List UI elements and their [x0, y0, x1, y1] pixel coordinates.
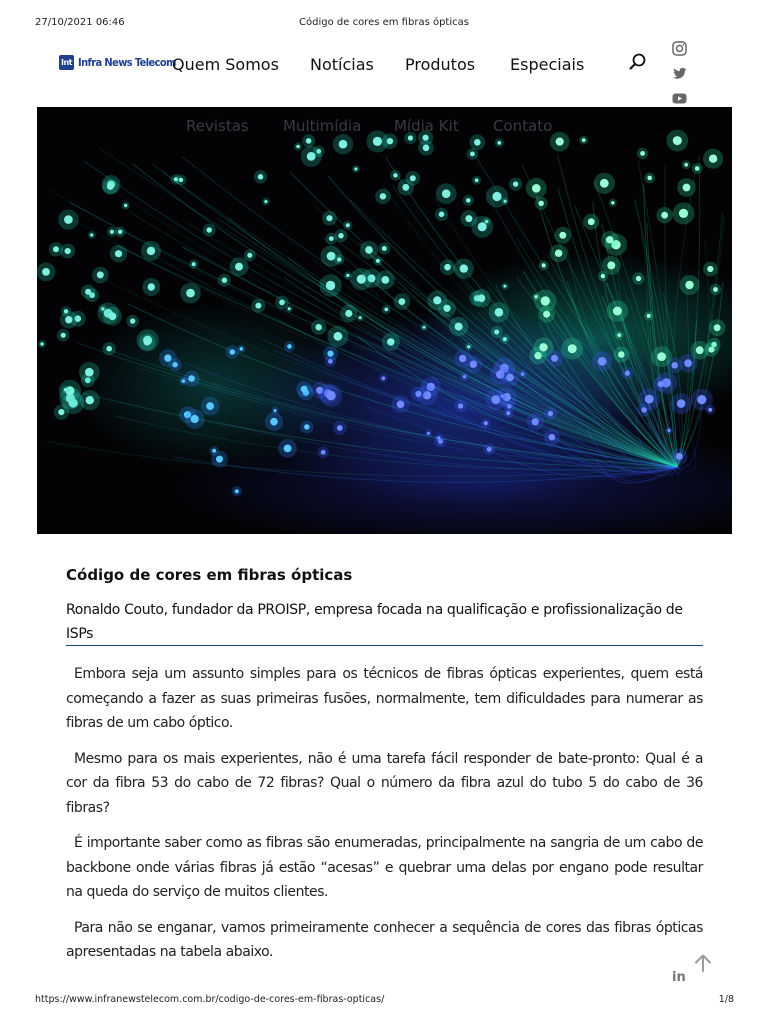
logo-mark: Int [59, 55, 74, 70]
fiber-tip [270, 418, 278, 426]
fiber-tip [444, 264, 451, 271]
fiber-tip [697, 395, 706, 404]
fiber-tip [617, 333, 621, 337]
logo-text: Infra News Telecom [78, 56, 176, 69]
fiber-tip [714, 324, 721, 331]
fiber-tip [625, 371, 630, 376]
article-paragraph: É importante saber como as fibras são enumeradas, principalmente na sangria de um cabo de backbone onde várias fibras já estão “acesas” e quebrar uma delas por engano pode resultar na queda do serviço de muitos clientes. [66, 835, 703, 900]
print-url: https://www.infranewstelecom.com.br/codigo-de-cores-em-fibras-opticas/ [35, 994, 385, 1005]
fiber-tip [503, 337, 507, 341]
fiber-tip [255, 303, 261, 309]
fiber-tip [423, 145, 430, 152]
fiber-tip [230, 349, 236, 355]
fiber-tip [465, 215, 472, 222]
fiber-tip [618, 351, 625, 358]
fiber-tip [534, 295, 537, 298]
fiber-tip [504, 200, 507, 203]
fiber-tip [423, 135, 429, 141]
fiber-tip [542, 263, 546, 267]
fiber-tip [64, 309, 68, 313]
fiber-tip [373, 137, 382, 146]
fiber-tip [346, 274, 349, 277]
site-logo[interactable] [59, 55, 176, 70]
fiber-strand [677, 282, 723, 467]
fiber-tip [613, 307, 622, 316]
fiber-tip [484, 421, 488, 425]
fiber-tip [713, 287, 718, 292]
fiber-tip [118, 230, 123, 235]
linkedin-icon[interactable]: in [672, 970, 686, 985]
nav-item-contato[interactable]: Contato [493, 117, 553, 135]
fiber-tip [539, 343, 547, 351]
fiber-tip [107, 183, 114, 190]
fiber-tip [673, 136, 682, 145]
fiber-tip [506, 374, 514, 382]
fiber-tip [487, 447, 492, 452]
fiber-tip [696, 346, 704, 354]
fiber-tip [439, 212, 445, 218]
print-title: Código de cores em fibras ópticas [299, 17, 469, 28]
arrow-up-icon[interactable] [692, 952, 714, 974]
fiber-tip [186, 289, 195, 298]
fiber-tip [408, 135, 413, 140]
fiber-tip [474, 139, 481, 146]
fiber-tip [679, 209, 688, 218]
fiber-tip [337, 425, 343, 431]
fiber-tip [601, 274, 605, 278]
fiber-tip [345, 310, 352, 317]
fiber-tip [207, 227, 212, 232]
fiber-tip [415, 391, 421, 397]
fiber-tip [334, 332, 343, 341]
nav-item-revistas[interactable]: Revistas [186, 117, 249, 135]
fiber-tip [455, 323, 463, 331]
fiber-tip [316, 324, 322, 330]
fiber-tip [442, 189, 451, 198]
fiber-tip [381, 376, 385, 380]
fiber-tip [588, 218, 595, 225]
fiber-tip [709, 155, 717, 163]
fiber-tip [339, 140, 348, 149]
fiber-tip [387, 338, 394, 345]
fiber-tip [148, 283, 155, 290]
nav-item-produtos[interactable]: Produtos [405, 55, 476, 74]
fiber-tip [222, 278, 227, 283]
fiber-tip [676, 453, 683, 460]
fiber-tip [64, 388, 67, 391]
fiber-tip [460, 264, 468, 272]
fiber-tip [115, 250, 122, 257]
fiber-tip [410, 175, 416, 181]
fiber-tip [695, 166, 700, 171]
fiber-tip [500, 395, 503, 398]
fiber-tip [598, 357, 607, 366]
fiber-tip [326, 281, 335, 290]
fiber-tip [606, 236, 613, 243]
fiber-tip [109, 312, 117, 320]
fiber-tip [287, 344, 292, 349]
fiber-tip [399, 298, 406, 305]
youtube-icon[interactable] [671, 90, 688, 107]
fiber-tip [65, 248, 71, 254]
fiber-tip [555, 250, 562, 257]
fiber-tip [359, 316, 362, 319]
fiber-tip [327, 351, 333, 357]
fiber-tip [470, 152, 475, 157]
fiber-tip [466, 198, 471, 203]
fiber-tip [707, 266, 713, 272]
fiber-tip [307, 152, 316, 161]
fiber-tip [346, 223, 350, 227]
fiber-tip [708, 347, 714, 353]
instagram-icon[interactable] [671, 40, 688, 57]
fiber-tip [582, 138, 586, 142]
fiber-tip [85, 289, 91, 295]
fiber-tip [97, 271, 104, 278]
fiber-tip [532, 184, 541, 193]
fiber-tip [279, 300, 285, 306]
fiber-tip [640, 151, 645, 156]
fiber-tip [235, 263, 243, 271]
fiber-tip [503, 285, 506, 288]
fiber-tip [304, 424, 309, 429]
fiber-tip [337, 257, 341, 261]
fiber-tip [329, 236, 334, 241]
fiber-tip [497, 141, 501, 145]
fiber-tip [365, 246, 373, 254]
fiber-tip [658, 381, 664, 387]
fiber-tip [296, 145, 300, 149]
fiber-tip [188, 375, 195, 382]
fiber-tip [274, 409, 277, 412]
fiber-tip [427, 432, 430, 435]
fiber-tip [494, 330, 499, 335]
fiber-tip [423, 326, 426, 329]
fiber-tip [568, 344, 577, 353]
article-subtitle: Ronaldo Couto, fundador da PROISP, empresa focada na qualificação e profissionalização de ISPs [66, 602, 683, 642]
fiber-tip [338, 233, 343, 238]
fiber-tip [636, 276, 641, 281]
fiber-tip [684, 359, 692, 367]
fiber-tip [521, 372, 525, 376]
nav-item-noticias[interactable]: Notícias [310, 55, 374, 74]
fiber-tip [657, 352, 666, 361]
fiber-tip [708, 408, 712, 412]
article-body [66, 662, 703, 976]
print-page-number: 1/8 [718, 994, 734, 1005]
fiber-tip [671, 362, 678, 369]
fiber-tip [301, 386, 308, 393]
fiber-tip [284, 445, 292, 453]
fiber-tip [354, 167, 357, 170]
fiber-tip [684, 163, 688, 167]
fiber-tip [58, 409, 64, 415]
fiber-tip [147, 247, 155, 255]
fiber-tip [172, 362, 177, 367]
fiber-tip [384, 308, 388, 312]
fiber-tip [306, 138, 312, 144]
fiber-tip [110, 230, 114, 234]
fiber-tip [376, 259, 380, 263]
fiber-tip [61, 333, 66, 338]
fiber-tip [611, 201, 614, 204]
fiber-tip [130, 318, 135, 323]
fiber-tip [492, 192, 501, 201]
fiber-tip [144, 339, 151, 346]
fiber-tip [532, 418, 539, 425]
fiber-tip [475, 178, 479, 182]
fiber-tip [216, 456, 223, 463]
fiber-tip [433, 296, 441, 304]
fiber-tip [326, 215, 332, 221]
fiber-tip [288, 307, 291, 310]
fiber-tip [124, 204, 127, 207]
fiber-tip [467, 345, 470, 348]
fiber-tip [42, 268, 50, 276]
fiber-tip [541, 296, 550, 305]
fiber-tip [551, 355, 558, 362]
fiber-tip [393, 173, 397, 177]
article-paragraph: Embora seja um assunto simples para os técnicos de fibras ópticas experientes, quem está começando a fazer as suas primeiras fusões, normalmente, tem dificuldades para numerar as fibras de um cabo óptico. [66, 666, 703, 731]
article-paragraph: Mesmo para os mais experientes, não é uma tarefa fácil responder de bate-pronto: Qual é a cor da fibra 53 do cabo de 72 fibras? Qual o número da fibra azul do tubo 5 do cabo de 36 fibras? [66, 750, 703, 816]
fiber-tip [402, 184, 409, 191]
fiber-tip [506, 411, 510, 415]
fiber-tip [647, 314, 651, 318]
title-divider [66, 645, 703, 646]
fiber-tip [661, 212, 668, 219]
fiber-tip [513, 181, 518, 186]
fiber-tip [549, 434, 556, 441]
nav-item-multimidia[interactable]: Multimídia [283, 117, 362, 135]
fiber-tip [235, 489, 239, 493]
fiber-tip [437, 436, 440, 439]
fiber-tip [463, 375, 467, 379]
fiber-tip [326, 391, 335, 400]
fiber-tip [106, 346, 112, 352]
fiber-tip [182, 379, 186, 383]
twitter-icon[interactable] [671, 65, 688, 82]
fiber-tip [357, 275, 366, 284]
fiber-tip [548, 411, 553, 416]
fiber-tip [380, 193, 386, 199]
nav-item-quem-somos[interactable]: Quem Somos [172, 55, 279, 74]
fiber-optics-illustration [37, 107, 732, 534]
print-date: 27/10/2021 06:46 [35, 17, 125, 28]
fiber-tip [247, 253, 252, 258]
fiber-tip [645, 395, 654, 404]
fiber-tip [192, 262, 196, 266]
fiber-tip [321, 450, 326, 455]
hero-image [37, 107, 732, 534]
fiber-tip [677, 399, 686, 408]
fiber-tip [40, 342, 43, 345]
nav-item-midia-kit[interactable]: Mídia Kit [394, 117, 459, 135]
fiber-tip [65, 316, 72, 323]
fiber-tip [556, 138, 564, 146]
fiber-tip [382, 246, 387, 251]
fiber-tip [647, 176, 652, 181]
fiber-tip [90, 233, 93, 236]
nav-item-especiais[interactable]: Especiais [510, 55, 585, 74]
fiber-tip [478, 222, 487, 231]
fiber-tip [64, 215, 73, 224]
fiber-tip [559, 232, 566, 239]
fiber-tip [470, 361, 477, 368]
fiber-tip [86, 396, 94, 404]
fiber-tip [478, 294, 486, 302]
fiber-tip [258, 174, 264, 180]
fiber-tip [85, 368, 94, 377]
fiber-tip [539, 201, 544, 206]
fiber-tip [264, 200, 267, 203]
fiber-tip [667, 429, 670, 432]
fiber-tip [600, 179, 609, 188]
fiber-tip [206, 402, 214, 410]
fiber-tip [179, 178, 183, 182]
fiber-tip [685, 281, 693, 289]
fiber-tip [191, 415, 199, 423]
search-icon[interactable] [628, 52, 648, 72]
article-paragraph: Para não se enganar, vamos primeiramente conhecer a sequência de cores das fibras ópticas apresentadas na tabela abaixo. [66, 919, 703, 960]
fiber-tip [607, 261, 615, 269]
article-title: Código de cores em fibras ópticas [66, 566, 353, 584]
fiber-tip [397, 401, 405, 409]
fiber-tip [240, 347, 244, 351]
fiber-tip [381, 276, 389, 284]
fiber-tip [683, 184, 691, 192]
fiber-tip [458, 403, 463, 408]
fiber-tip [495, 308, 504, 317]
fiber-tip [53, 246, 59, 252]
